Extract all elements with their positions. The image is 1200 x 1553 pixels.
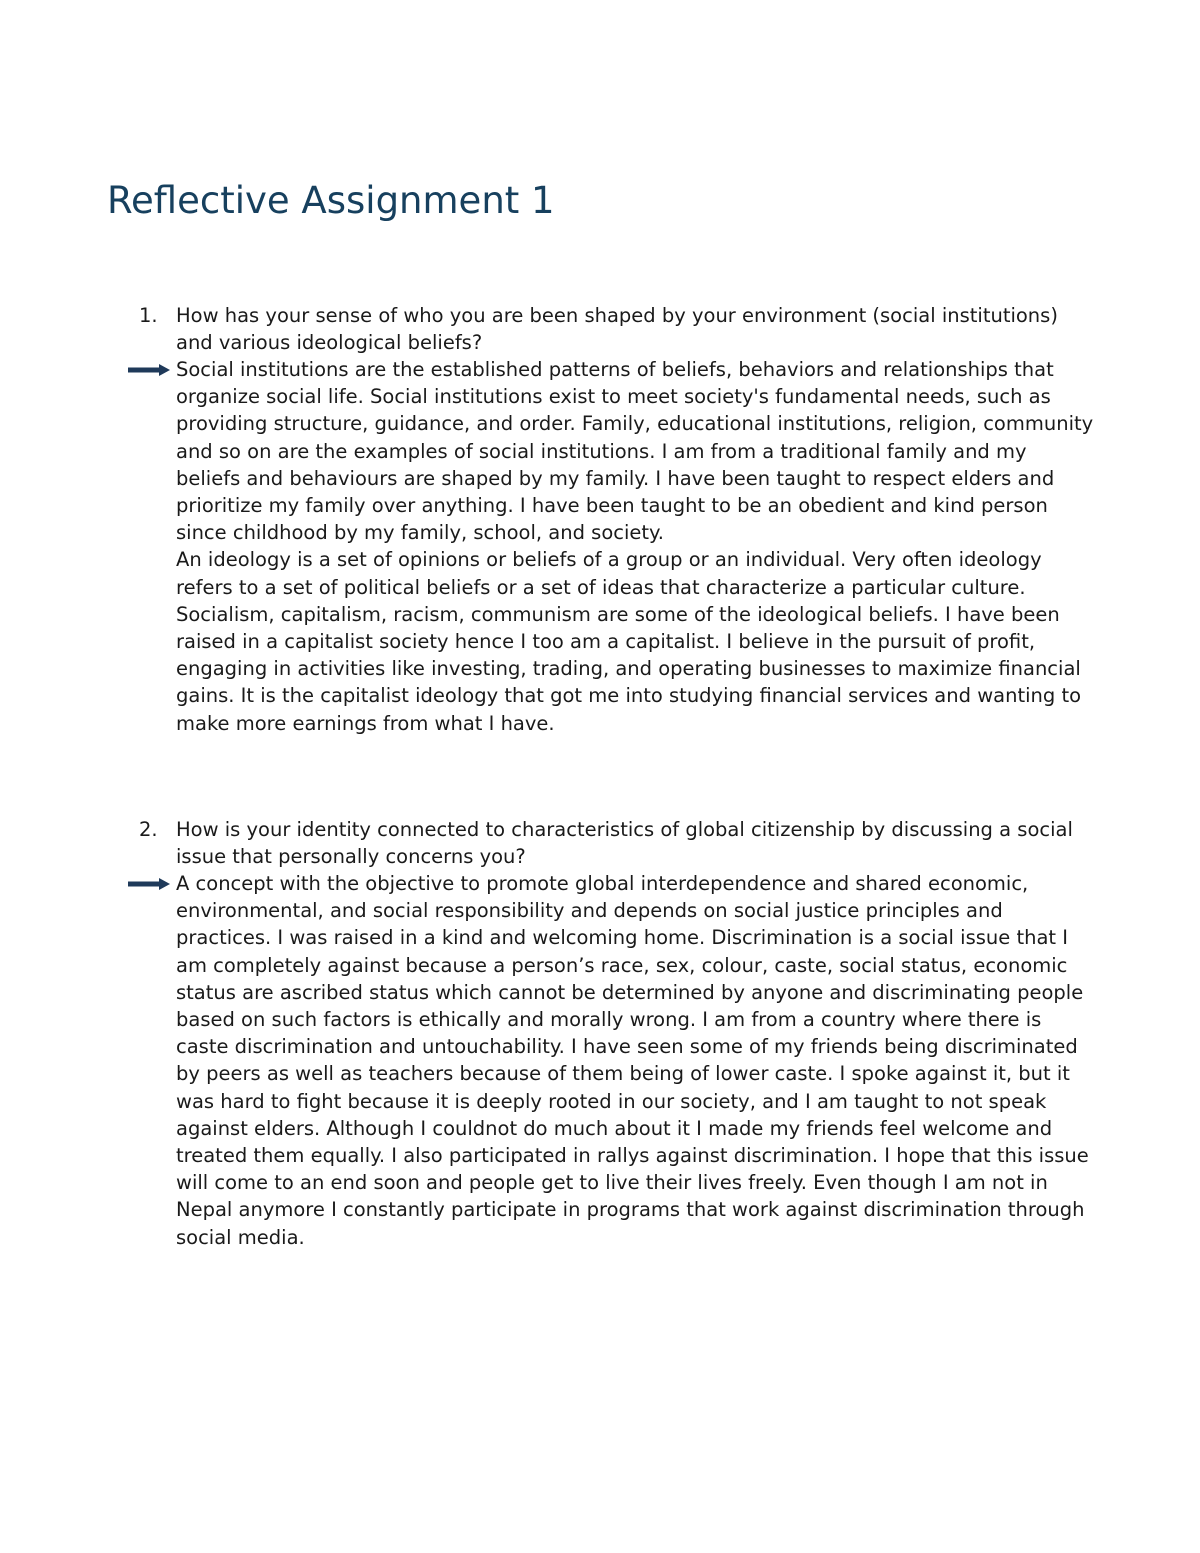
right-arrow-icon — [128, 363, 170, 377]
question-block-2 — [0, 816, 1200, 1251]
answer-block — [0, 356, 1200, 737]
answer-paragraph: Social institutions are the established patterns of beliefs, behaviors and relationships that organize social life. Social institutions exist to meet society's fundamental needs, such as providing structure, guidance, and order. Family, educational institutions, religion, community and so on are the examples of social institutions. I am from a traditional family and my beliefs and behaviours are shaped by my family. I have been taught to respect elders and prioritize my family over anything. I have been taught to be an obedient and kind person since childhood by my family, school, and society. — [176, 358, 1094, 545]
question-number: 2. — [139, 818, 158, 841]
question-text: How is your identity connected to characteristics of global citizenship by discussing a social issue that personally concerns you? — [176, 818, 1073, 869]
question-row — [0, 816, 1200, 870]
question-row — [0, 302, 1200, 356]
document-title: Reflective Assignment 1 — [107, 179, 555, 222]
question-text: How has your sense of who you are been shaped by your environment (social institutions) and various ideological beliefs? — [176, 304, 1058, 355]
right-arrow-icon — [128, 877, 170, 891]
question-block-1 — [0, 302, 1200, 737]
answer-block — [0, 870, 1200, 1251]
question-number: 1. — [139, 304, 158, 327]
answer-paragraph: A concept with the objective to promote global interdependence and shared economic, environmental, and social responsibility and depends on social justice principles and practices. I was raised in a kind and welcoming home. Discrimination is a social issue that I am completely against because a person’s race, sex, colour, caste, social status, economic status are ascribed status which cannot be determined by anyone and discriminating people based on such factors is ethically and morally wrong. I am from a country where there is caste discrimination and untouchability. I have seen some of my friends being discriminated by peers as well as teachers because of them being of lower caste. I spoke against it, but it was hard to fight because it is deeply rooted in our society, and I am taught to not speak against elders. Although I couldnot do much about it I made my friends feel welcome and treated them equally. I also participated in rallys against discrimination. I hope that this issue will come to an end soon and people get to live their lives freely. Even though I am not in Nepal anymore I constantly participate in programs that work against discrimination through social media. — [176, 872, 1089, 1249]
answer-paragraph: An ideology is a set of opinions or beliefs of a group or an individual. Very often ideology refers to a set of political beliefs or a set of ideas that characterize a particular culture. Socialism, capitalism, racism, communism are some of the ideological beliefs. I have been raised in a capitalist society hence I too am a capitalist. I believe in the pursuit of profit, engaging in activities like investing, trading, and operating businesses to maximize financial gains. It is the capitalist ideology that got me into studying financial services and wanting to make more earnings from what I have. — [176, 548, 1082, 735]
